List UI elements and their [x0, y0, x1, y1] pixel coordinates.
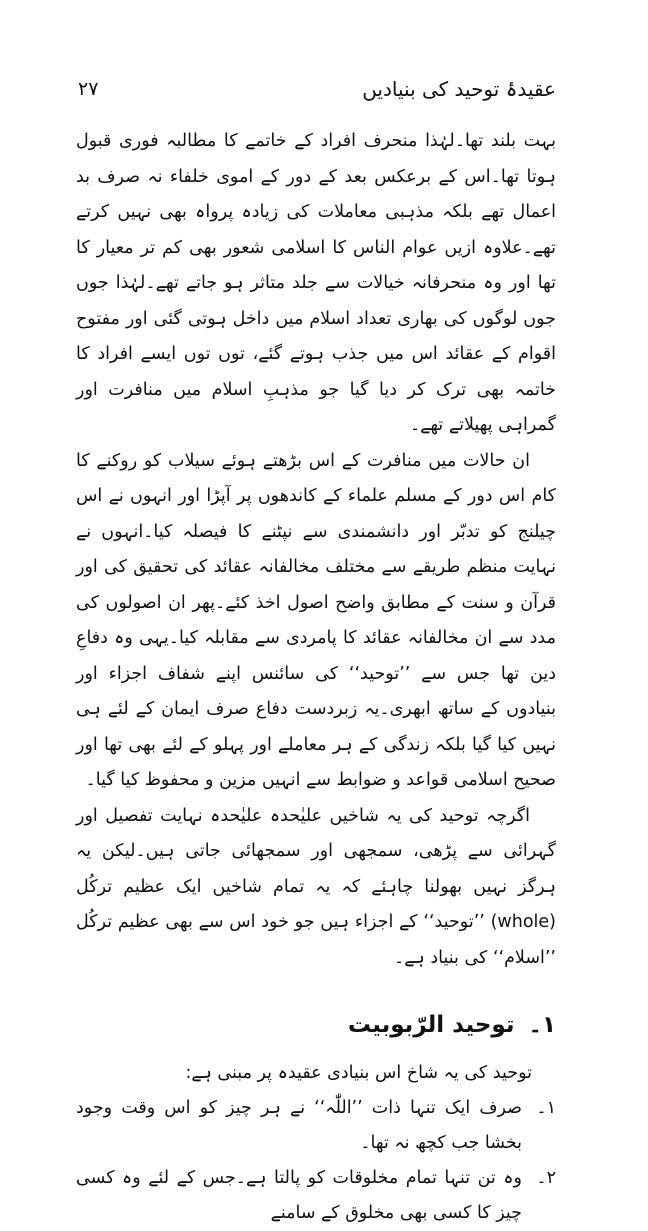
- running-header: [78, 74, 556, 104]
- section-title: توحید الرّبوبیت: [347, 1012, 515, 1038]
- list-item-text: وہ تن تنہا تمام مخلوقات کو پالتا ہے۔جس کے لئے وہ کسی چیز کا کسی بھی مخلوق کے سامنے: [76, 1168, 522, 1223]
- paragraph-1: بہت بلند تھا۔لہٰذا منحرف افراد کے خاتمے کا مطالبہ فوری قبول ہوتا تھا۔اس کے برعکس بعد کے دور کے اموی خلفاء نہ صرف بد اعمال تھے بلکہ مذہبی معاملات کی زیادہ پرواہ بھی نہیں کرتے تھے۔علاوہ ازیں عوام الناس کا اسلامی شعور بھی کم تر معیار کا تھا اور وہ منحرفانہ خیالات سے جلد متاثر ہو جاتے تھے۔لہٰذا جوں جوں لوگوں کی بھاری تعداد اسلام میں داخل ہوتی گئی اور مفتوح اقوام کے عقائد اس میں جذب ہوتے گئے، توں توں ایسے افراد کا خاتمہ بھی ترک کر دیا گیا جو مذہبِ اسلام میں منافرت اور گمراہی پھیلاتے تھے۔: [76, 131, 556, 435]
- paragraph-3: اگرچہ توحید کی یہ شاخیں علیٰحدہ علیٰحدہ نہایت تفصیل اور گہرائی سے پڑھی، سمجھی اور سمجھائی جاتی ہیں۔لیکن یہ ہرگز نہیں بھولنا چاہئے کہ یہ تمام شاخیں ایک عظیم ترکُل (whole) ’’توحید‘‘ کے اجزاء ہیں جو خود اس سے بھی عظیم ترکُل ’’اسلام‘‘ کی بنیاد ہے۔: [76, 805, 556, 968]
- list-item: [76, 1091, 556, 1161]
- list-item-number: ۱۔: [536, 1098, 556, 1118]
- header-title: عقیدۂ توحید کی بنیادیں: [362, 77, 556, 101]
- list-item: [76, 1161, 556, 1231]
- page-number: ۲۷: [78, 78, 99, 100]
- paragraph-2: ان حالات میں منافرت کے اس بڑھتے ہوئے سیلاب کو روکنے کا کام اس دور کے مسلم علماء کے کاندھوں پر آپڑا اور انہوں نے اس چیلنج کو تدبّر اور دانشمندی سے نپٹنے کا فیصلہ کیا۔انہوں نے نہایت منظم طریقے سے مختلف مخالفانہ عقائد کی تحقیق کی اور قرآن و سنت کے مطابق واضح اصول اخذ کئے۔پھر ان اصولوں کی مدد سے ان مخالفانہ عقائد کا پامردی سے مقابلہ کیا۔یہی وہ دفاعِ دین تھا جس سے ’’توحید‘‘ کی سائنس اپنے شفاف اجزاء اور بنیادوں کے ساتھ ابھری۔یہ زبردست دفاع صرف ایمان کے لئے ہی نہیں کیا گیا بلکہ زندگی کے ہر معاملے اور پہلو کے لئے بھی تھا اور صحیح اسلامی قواعد و ضوابط سے انہیں مزین و محفوظ کیا گیا۔: [76, 450, 556, 790]
- section-heading: [76, 1012, 556, 1038]
- list-item-text: صرف ایک تنہا ذات ’’اللّٰہ‘‘ نے ہر چیز کو اس وقت وجود بخشا جب کچھ نہ تھا۔: [76, 1098, 522, 1153]
- section-intro: توحید کی یہ شاخ اس بنیادی عقیدہ پر مبنی ہے:: [185, 1063, 532, 1083]
- principles-list: [76, 1091, 556, 1231]
- list-item-number: ۲۔: [536, 1168, 556, 1188]
- page-body: [76, 124, 556, 1231]
- section-number: ۱۔: [528, 1012, 556, 1038]
